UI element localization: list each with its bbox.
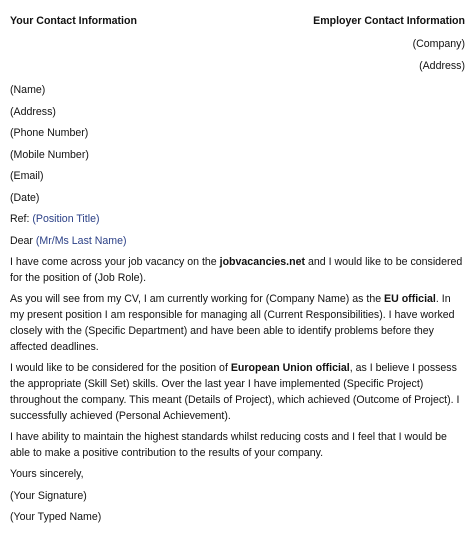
letter-body	[10, 82, 465, 531]
sender-name: (Name)	[10, 84, 46, 96]
p3-text-a: I would like to be considered for the position of	[10, 362, 231, 374]
sender-mobile: (Mobile Number)	[10, 148, 89, 161]
sender-heading: Your Contact Information	[10, 15, 137, 27]
p3-text-bold: European Union official	[230, 362, 350, 374]
paragraph-2	[10, 291, 465, 355]
paragraph-1	[10, 254, 465, 286]
signature: (Your Signature)	[10, 489, 87, 502]
paragraph-3	[10, 360, 465, 424]
sender-address: (Address)	[10, 105, 56, 118]
p2-text-c: . In my present position I am responsible for managing all (Current Responsibilities). I have worked closely with the (Specific Department) and have been able to identify problems before they affected deadlines.	[10, 293, 455, 353]
sender-email: (Email)	[10, 170, 44, 182]
letter-date: (Date)	[10, 191, 40, 204]
employer-company: (Company)	[412, 38, 465, 50]
p3-text-c: , as I believe I possess the appropriate (Skill Set) skills. Over the last year I have implemented (Specific Project) throughout the company. This meant (Details of Project), which achieved (Outcome of Project). I successfully achieved (Personal Achievement).	[10, 362, 460, 422]
paragraph-4	[10, 429, 465, 461]
typed-name: (Your Typed Name)	[10, 511, 102, 523]
signoff: Yours sincerely,	[10, 468, 84, 480]
p2-text-bold: EU official	[384, 293, 436, 305]
salutation-name: (Mr/Ms Last Name)	[35, 234, 127, 247]
sender-phone: (Phone Number)	[10, 127, 89, 139]
employer-address: (Address)	[419, 60, 465, 72]
reference-label: Ref:	[10, 213, 33, 225]
p1-text-c: and I would like to be considered for the position of (Job Role).	[10, 256, 463, 284]
salutation	[10, 233, 465, 255]
reference-value: (Position Title)	[32, 213, 100, 225]
p1-text-a: I have come across your job vacancy on the	[10, 256, 220, 268]
p4-text: I have ability to maintain the highest standards whilst reducing costs and I feel that I would be able to make a positive contribution to the results of your company.	[10, 431, 447, 459]
reference-line	[10, 211, 465, 233]
employer-heading: Employer Contact Information	[313, 15, 465, 27]
employer-block	[413, 36, 465, 80]
salutation-label: Dear	[10, 234, 36, 247]
p2-text-a: As you will see from my CV, I am currently working for (Company Name) as the	[10, 293, 385, 305]
p1-text-bold: jobvacancies.net	[219, 256, 306, 268]
